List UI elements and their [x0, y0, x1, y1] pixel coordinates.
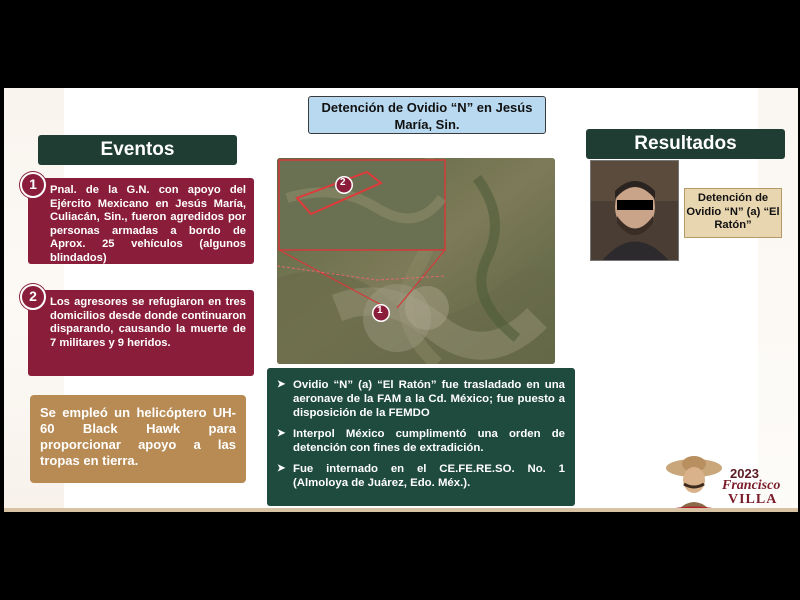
villa-portrait-icon: [664, 454, 724, 512]
slide-title: Detención de Ovidio “N” en Jesús María, Sin.: [308, 96, 546, 134]
result-item-text: Interpol México cumplimentó una orden de detención con fines de extradición.: [293, 428, 565, 454]
presentation-slide: [4, 88, 798, 512]
results-header: Resultados: [586, 129, 785, 159]
satellite-map: [277, 158, 555, 364]
arrow-bullet-icon: ➤: [277, 428, 286, 439]
francisco-villa-2023-logo: [664, 454, 794, 512]
result-item: [277, 427, 565, 455]
bottom-divider: [4, 508, 798, 512]
logo-word-francisco: Francisco: [722, 478, 781, 493]
helicopter-note: Se empleó un helicóptero UH-60 Black Hawk para proporcionar apoyo a las tropas en tierra.: [30, 395, 246, 483]
map-marker-1: 1: [377, 305, 383, 316]
detainee-photo: [590, 160, 679, 261]
arrow-bullet-icon: ➤: [277, 463, 286, 474]
event-1-box: Pnal. de la G.N. con apoyo del Ejército Mexicano en Jesús María, Culiacán, Sin., fueron agredidos por personas armadas a bordo de Aprox. 25 vehículos (algunos blindados): [28, 178, 254, 264]
result-item: [277, 378, 565, 420]
results-list: [277, 378, 565, 490]
result-item-text: Fue internado en el CE.FE.RE.SO. No. 1 (Almoloya de Juárez, Edo. Méx.).: [293, 463, 565, 489]
results-list-box: [267, 368, 575, 506]
event-1-number-badge: 1: [20, 172, 46, 198]
event-2-number-badge: 2: [20, 284, 46, 310]
result-item: [277, 462, 565, 490]
arrow-bullet-icon: ➤: [277, 379, 286, 390]
person-photo-image: [591, 161, 679, 261]
logo-year: 2023: [730, 466, 759, 481]
result-item-text: Ovidio “N” (a) “El Ratón” fue trasladado en una aeronave de la FAM a la Cd. México; fue puesto a disposición de la FEMDO: [293, 379, 565, 419]
events-header: Eventos: [38, 135, 237, 165]
detention-label: Detención de Ovidio “N” (a) “El Ratón”: [684, 188, 782, 238]
event-2-box: Los agresores se refugiaron en tres domicilios desde donde continuaron disparando, causando la muerte de 7 militares y 9 heridos.: [28, 290, 254, 376]
logo-word-villa: VILLA: [728, 492, 778, 507]
map-marker-2: 2: [340, 177, 346, 188]
map-image: [277, 158, 555, 364]
